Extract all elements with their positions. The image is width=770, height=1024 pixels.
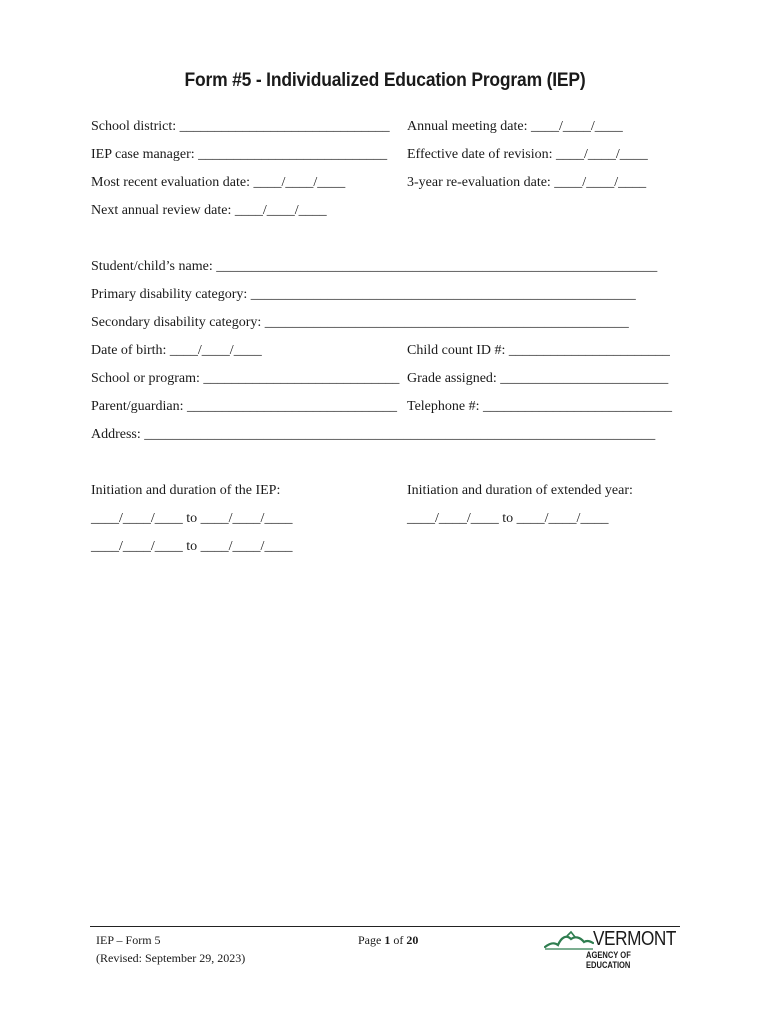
page-current: 1 bbox=[384, 933, 391, 947]
secondary-disability-field[interactable]: Secondary disability category: ____________________________________________________ bbox=[91, 315, 629, 330]
parent-guardian-field[interactable]: Parent/guardian: ______________________________ bbox=[91, 399, 398, 414]
form-title: Form #5 - Individualized Education Program (IEP) bbox=[184, 70, 586, 91]
address-field[interactable]: Address: _________________________________________________________________________ bbox=[91, 427, 656, 442]
iep-date-range-1[interactable]: ____/____/____ to ____/____/____ bbox=[91, 511, 293, 526]
page-of: of bbox=[390, 933, 407, 947]
iep-duration-label: Initiation and duration of the IEP: bbox=[91, 483, 281, 498]
footer-form-name: IEP – Form 5 bbox=[96, 933, 161, 947]
mountain-logo-icon bbox=[544, 930, 594, 950]
child-count-id-field[interactable]: Child count ID #: _______________________ bbox=[407, 343, 670, 358]
footer-revised-date: (Revised: September 29, 2023) bbox=[96, 951, 246, 965]
vermont-agency-logo bbox=[544, 926, 676, 970]
school-district-field[interactable]: School district: ______________________________ bbox=[91, 119, 390, 134]
recent-evaluation-date-field[interactable]: Most recent evaluation date: ____/____/____ bbox=[91, 175, 346, 190]
student-name-field[interactable]: Student/child’s name: _______________________________________________________________ bbox=[91, 259, 658, 274]
extended-year-duration-label: Initiation and duration of extended year: bbox=[407, 483, 633, 498]
logo-agency-subtitle: AGENCY OF EDUCATION bbox=[586, 950, 631, 970]
footer-page-number bbox=[358, 932, 418, 948]
case-manager-field[interactable]: IEP case manager: ___________________________ bbox=[91, 147, 388, 162]
grade-assigned-field[interactable]: Grade assigned: ________________________ bbox=[407, 371, 669, 386]
reevaluation-date-field[interactable]: 3-year re-evaluation date: ____/____/____ bbox=[407, 175, 647, 190]
school-program-field[interactable]: School or program: ____________________________ bbox=[91, 371, 400, 386]
extended-date-range-1[interactable]: ____/____/____ to ____/____/____ bbox=[407, 511, 609, 526]
primary-disability-field[interactable]: Primary disability category: _______________________________________________________ bbox=[91, 287, 636, 302]
page-total: 20 bbox=[406, 933, 419, 947]
next-review-date-field[interactable]: Next annual review date: ____/____/____ bbox=[91, 203, 327, 218]
iep-date-range-2[interactable]: ____/____/____ to ____/____/____ bbox=[91, 539, 293, 554]
telephone-field[interactable]: Telephone #: ___________________________ bbox=[407, 399, 672, 414]
page-prefix: Page bbox=[358, 933, 385, 947]
effective-date-revision-field[interactable]: Effective date of revision: ____/____/____ bbox=[407, 147, 648, 162]
date-of-birth-field[interactable]: Date of birth: ____/____/____ bbox=[91, 343, 262, 358]
annual-meeting-date-field[interactable]: Annual meeting date: ____/____/____ bbox=[407, 119, 623, 134]
logo-vermont-wordmark: VERMONT bbox=[593, 928, 676, 950]
